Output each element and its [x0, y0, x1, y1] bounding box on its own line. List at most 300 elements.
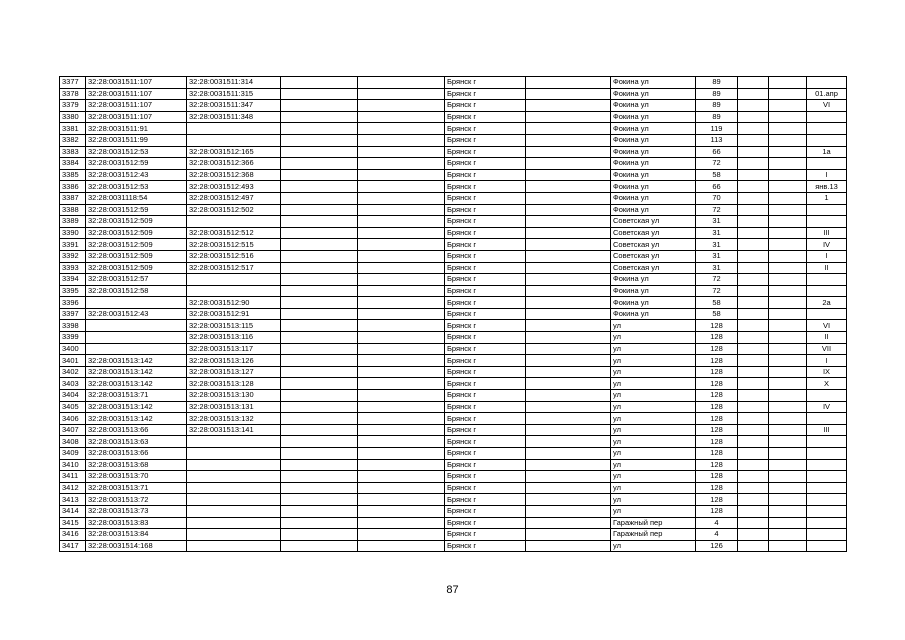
cell-cadastral-number-parcel: 32:28:0031513:71 [86, 390, 187, 402]
cell-empty-col-10 [738, 274, 769, 286]
cell-empty-col-4 [281, 100, 358, 112]
cell-empty-col-10 [738, 146, 769, 158]
cell-apartment [807, 285, 847, 297]
cell-empty-col-5 [358, 540, 445, 552]
cell-empty-col-10 [738, 250, 769, 262]
cell-city: Брянск г [445, 332, 526, 344]
cell-apartment [807, 204, 847, 216]
cell-cadastral-number-parcel: 32:28:0031513:68 [86, 459, 187, 471]
table-row [60, 355, 847, 367]
cell-house-number: 89 [696, 100, 738, 112]
cell-row-number: 3399 [60, 332, 86, 344]
cell-empty-col-4 [281, 320, 358, 332]
cell-apartment [807, 134, 847, 146]
cell-house-number: 4 [696, 529, 738, 541]
cell-empty-col-11 [769, 181, 807, 193]
cell-empty-col-10 [738, 517, 769, 529]
cell-street: Фокина ул [611, 204, 696, 216]
cell-cadastral-number-object: 32:28:0031512:90 [187, 297, 281, 309]
cell-row-number: 3377 [60, 77, 86, 89]
cell-city: Брянск г [445, 204, 526, 216]
cell-cadastral-number-object: 32:28:0031512:516 [187, 250, 281, 262]
cell-row-number: 3393 [60, 262, 86, 274]
cell-house-number: 128 [696, 401, 738, 413]
cell-apartment [807, 111, 847, 123]
cell-street: Фокина ул [611, 111, 696, 123]
table-row [60, 494, 847, 506]
cell-cadastral-number-object [187, 540, 281, 552]
cell-house-number: 4 [696, 517, 738, 529]
cell-cadastral-number-object [187, 482, 281, 494]
cell-house-number: 31 [696, 250, 738, 262]
cell-empty-col-4 [281, 204, 358, 216]
cell-empty-col-10 [738, 366, 769, 378]
cell-cadastral-number-parcel [86, 297, 187, 309]
cell-empty-col-4 [281, 517, 358, 529]
table-row [60, 216, 847, 228]
cell-city: Брянск г [445, 100, 526, 112]
cell-apartment [807, 216, 847, 228]
cell-city: Брянск г [445, 540, 526, 552]
cell-house-number: 113 [696, 134, 738, 146]
cell-empty-col-11 [769, 482, 807, 494]
cell-empty-col-11 [769, 146, 807, 158]
cell-cadastral-number-object: 32:28:0031513:128 [187, 378, 281, 390]
cell-empty-col-11 [769, 88, 807, 100]
cell-house-number: 128 [696, 436, 738, 448]
cell-cadastral-number-object: 32:28:0031512:515 [187, 239, 281, 251]
cell-cadastral-number-object [187, 459, 281, 471]
cell-cadastral-number-parcel [86, 343, 187, 355]
cell-row-number: 3413 [60, 494, 86, 506]
cell-empty-col-11 [769, 459, 807, 471]
cell-row-number: 3400 [60, 343, 86, 355]
cell-empty-col-11 [769, 529, 807, 541]
cell-empty-col-7 [526, 181, 611, 193]
cell-city: Брянск г [445, 494, 526, 506]
cell-cadastral-number-parcel: 32:28:0031118:54 [86, 192, 187, 204]
cell-house-number: 72 [696, 285, 738, 297]
cell-row-number: 3391 [60, 239, 86, 251]
table-row [60, 181, 847, 193]
cell-row-number: 3410 [60, 459, 86, 471]
cell-empty-col-11 [769, 227, 807, 239]
table-row [60, 169, 847, 181]
cell-house-number: 128 [696, 343, 738, 355]
cell-empty-col-4 [281, 413, 358, 425]
cell-empty-col-7 [526, 88, 611, 100]
cell-cadastral-number-object [187, 285, 281, 297]
cell-cadastral-number-object [187, 274, 281, 286]
cell-empty-col-4 [281, 390, 358, 402]
cell-empty-col-5 [358, 262, 445, 274]
cell-empty-col-10 [738, 424, 769, 436]
cell-empty-col-4 [281, 227, 358, 239]
cell-cadastral-number-object: 32:28:0031513:127 [187, 366, 281, 378]
cell-cadastral-number-object: 32:28:0031512:366 [187, 158, 281, 170]
cell-street: Фокина ул [611, 100, 696, 112]
cell-cadastral-number-object: 32:28:0031512:493 [187, 181, 281, 193]
cell-empty-col-11 [769, 123, 807, 135]
cell-empty-col-4 [281, 239, 358, 251]
cell-empty-col-4 [281, 88, 358, 100]
cell-empty-col-11 [769, 134, 807, 146]
cell-row-number: 3392 [60, 250, 86, 262]
cell-cadastral-number-object [187, 471, 281, 483]
cell-empty-col-4 [281, 123, 358, 135]
cell-city: Брянск г [445, 505, 526, 517]
cell-city: Брянск г [445, 378, 526, 390]
cell-empty-col-11 [769, 262, 807, 274]
cell-empty-col-4 [281, 274, 358, 286]
cell-cadastral-number-parcel: 32:28:0031513:83 [86, 517, 187, 529]
cell-cadastral-number-object: 32:28:0031512:165 [187, 146, 281, 158]
cell-empty-col-7 [526, 285, 611, 297]
cell-empty-col-10 [738, 436, 769, 448]
cell-empty-col-7 [526, 540, 611, 552]
cell-city: Брянск г [445, 192, 526, 204]
cell-row-number: 3417 [60, 540, 86, 552]
cell-empty-col-4 [281, 297, 358, 309]
cell-street: ул [611, 505, 696, 517]
cell-empty-col-5 [358, 216, 445, 228]
cell-empty-col-4 [281, 111, 358, 123]
cell-cadastral-number-parcel: 32:28:0031511:91 [86, 123, 187, 135]
cell-row-number: 3378 [60, 88, 86, 100]
cell-empty-col-10 [738, 88, 769, 100]
cell-cadastral-number-parcel: 32:28:0031512:59 [86, 204, 187, 216]
cell-empty-col-10 [738, 192, 769, 204]
cell-empty-col-10 [738, 401, 769, 413]
cell-house-number: 128 [696, 355, 738, 367]
cell-empty-col-11 [769, 401, 807, 413]
cell-city: Брянск г [445, 239, 526, 251]
cell-street: Фокина ул [611, 285, 696, 297]
cell-cadastral-number-object [187, 436, 281, 448]
cell-city: Брянск г [445, 181, 526, 193]
cell-apartment: VII [807, 343, 847, 355]
cell-empty-col-7 [526, 413, 611, 425]
cell-street: Советская ул [611, 227, 696, 239]
cell-cadastral-number-parcel: 32:28:0031512:509 [86, 216, 187, 228]
cell-empty-col-7 [526, 494, 611, 506]
cell-row-number: 3379 [60, 100, 86, 112]
cell-row-number: 3398 [60, 320, 86, 332]
table-row [60, 332, 847, 344]
cell-apartment: VI [807, 320, 847, 332]
cell-apartment: I [807, 169, 847, 181]
cell-apartment: II [807, 262, 847, 274]
registry-table [59, 76, 847, 552]
cell-cadastral-number-object [187, 517, 281, 529]
table-row [60, 424, 847, 436]
cell-city: Брянск г [445, 355, 526, 367]
cell-street: ул [611, 378, 696, 390]
cell-cadastral-number-object: 32:28:0031512:497 [187, 192, 281, 204]
table-row [60, 111, 847, 123]
cell-empty-col-5 [358, 308, 445, 320]
cell-street: ул [611, 471, 696, 483]
table-row [60, 227, 847, 239]
cell-house-number: 126 [696, 540, 738, 552]
cell-empty-col-7 [526, 227, 611, 239]
cell-empty-col-4 [281, 262, 358, 274]
cell-empty-col-4 [281, 448, 358, 460]
cell-cadastral-number-object: 32:28:0031513:117 [187, 343, 281, 355]
table-row [60, 343, 847, 355]
cell-empty-col-7 [526, 459, 611, 471]
cell-empty-col-10 [738, 459, 769, 471]
cell-empty-col-5 [358, 517, 445, 529]
cell-empty-col-4 [281, 355, 358, 367]
cell-empty-col-11 [769, 390, 807, 402]
cell-apartment: IX [807, 366, 847, 378]
cell-empty-col-7 [526, 366, 611, 378]
cell-city: Брянск г [445, 471, 526, 483]
cell-cadastral-number-parcel: 32:28:0031511:99 [86, 134, 187, 146]
cell-apartment: янв.13 [807, 181, 847, 193]
cell-empty-col-7 [526, 482, 611, 494]
cell-empty-col-7 [526, 471, 611, 483]
cell-house-number: 128 [696, 413, 738, 425]
cell-empty-col-7 [526, 529, 611, 541]
cell-empty-col-4 [281, 529, 358, 541]
cell-empty-col-11 [769, 436, 807, 448]
cell-house-number: 58 [696, 297, 738, 309]
cell-street: ул [611, 413, 696, 425]
cell-street: Фокина ул [611, 88, 696, 100]
cell-row-number: 3395 [60, 285, 86, 297]
cell-cadastral-number-parcel: 32:28:0031513:142 [86, 355, 187, 367]
cell-city: Брянск г [445, 274, 526, 286]
table-row [60, 482, 847, 494]
cell-apartment [807, 505, 847, 517]
cell-empty-col-4 [281, 158, 358, 170]
cell-empty-col-4 [281, 459, 358, 471]
cell-cadastral-number-parcel: 32:28:0031512:58 [86, 285, 187, 297]
cell-empty-col-11 [769, 471, 807, 483]
table-row [60, 134, 847, 146]
cell-empty-col-11 [769, 366, 807, 378]
cell-house-number: 128 [696, 366, 738, 378]
cell-cadastral-number-parcel: 32:28:0031511:107 [86, 100, 187, 112]
cell-apartment [807, 77, 847, 89]
cell-apartment [807, 123, 847, 135]
cell-apartment [807, 540, 847, 552]
cell-empty-col-7 [526, 401, 611, 413]
cell-empty-col-7 [526, 378, 611, 390]
cell-empty-col-5 [358, 134, 445, 146]
cell-city: Брянск г [445, 401, 526, 413]
cell-empty-col-5 [358, 158, 445, 170]
cell-empty-col-5 [358, 505, 445, 517]
table-row [60, 436, 847, 448]
cell-empty-col-7 [526, 274, 611, 286]
table-row [60, 390, 847, 402]
cell-empty-col-7 [526, 308, 611, 320]
table-row [60, 88, 847, 100]
cell-cadastral-number-parcel: 32:28:0031512:43 [86, 308, 187, 320]
cell-cadastral-number-parcel: 32:28:0031513:142 [86, 378, 187, 390]
cell-city: Брянск г [445, 366, 526, 378]
table-row [60, 100, 847, 112]
cell-empty-col-5 [358, 378, 445, 390]
cell-empty-col-5 [358, 100, 445, 112]
cell-empty-col-7 [526, 111, 611, 123]
cell-empty-col-10 [738, 204, 769, 216]
cell-empty-col-5 [358, 250, 445, 262]
cell-house-number: 58 [696, 169, 738, 181]
cell-city: Брянск г [445, 436, 526, 448]
cell-apartment: VI [807, 100, 847, 112]
table-row [60, 540, 847, 552]
cell-house-number: 128 [696, 378, 738, 390]
cell-house-number: 128 [696, 471, 738, 483]
cell-row-number: 3412 [60, 482, 86, 494]
cell-cadastral-number-parcel [86, 320, 187, 332]
cell-row-number: 3415 [60, 517, 86, 529]
cell-cadastral-number-parcel: 32:28:0031513:142 [86, 366, 187, 378]
cell-empty-col-10 [738, 158, 769, 170]
cell-empty-col-10 [738, 216, 769, 228]
table-row [60, 77, 847, 89]
cell-empty-col-10 [738, 285, 769, 297]
cell-street: ул [611, 436, 696, 448]
cell-city: Брянск г [445, 227, 526, 239]
cell-empty-col-5 [358, 471, 445, 483]
cell-empty-col-7 [526, 123, 611, 135]
cell-cadastral-number-object: 32:28:0031513:115 [187, 320, 281, 332]
cell-city: Брянск г [445, 482, 526, 494]
cell-empty-col-7 [526, 343, 611, 355]
cell-row-number: 3396 [60, 297, 86, 309]
cell-empty-col-5 [358, 239, 445, 251]
cell-cadastral-number-object: 32:28:0031512:512 [187, 227, 281, 239]
cell-city: Брянск г [445, 517, 526, 529]
cell-empty-col-11 [769, 77, 807, 89]
cell-house-number: 89 [696, 77, 738, 89]
cell-cadastral-number-object [187, 448, 281, 460]
cell-house-number: 58 [696, 308, 738, 320]
cell-empty-col-11 [769, 192, 807, 204]
cell-cadastral-number-object: 32:28:0031511:348 [187, 111, 281, 123]
cell-city: Брянск г [445, 134, 526, 146]
cell-street: Гаражный пер [611, 517, 696, 529]
cell-cadastral-number-parcel: 32:28:0031511:107 [86, 77, 187, 89]
cell-house-number: 72 [696, 274, 738, 286]
table-row [60, 459, 847, 471]
cell-cadastral-number-object: 32:28:0031513:141 [187, 424, 281, 436]
cell-empty-col-5 [358, 366, 445, 378]
cell-empty-col-4 [281, 540, 358, 552]
cell-apartment [807, 517, 847, 529]
cell-house-number: 31 [696, 216, 738, 228]
cell-street: ул [611, 320, 696, 332]
cell-empty-col-5 [358, 192, 445, 204]
cell-city: Брянск г [445, 413, 526, 425]
table-row [60, 158, 847, 170]
cell-empty-col-10 [738, 262, 769, 274]
cell-cadastral-number-object [187, 134, 281, 146]
table-row [60, 192, 847, 204]
cell-city: Брянск г [445, 77, 526, 89]
cell-house-number: 72 [696, 158, 738, 170]
cell-empty-col-11 [769, 378, 807, 390]
cell-empty-col-4 [281, 505, 358, 517]
cell-row-number: 3401 [60, 355, 86, 367]
cell-row-number: 3386 [60, 181, 86, 193]
cell-empty-col-4 [281, 192, 358, 204]
cell-apartment: I [807, 250, 847, 262]
cell-empty-col-7 [526, 158, 611, 170]
cell-row-number: 3406 [60, 413, 86, 425]
cell-empty-col-7 [526, 297, 611, 309]
cell-empty-col-4 [281, 378, 358, 390]
cell-apartment: X [807, 378, 847, 390]
cell-city: Брянск г [445, 424, 526, 436]
cell-cadastral-number-parcel: 32:28:0031512:59 [86, 158, 187, 170]
cell-empty-col-4 [281, 77, 358, 89]
cell-empty-col-5 [358, 123, 445, 135]
cell-empty-col-7 [526, 146, 611, 158]
cell-empty-col-4 [281, 181, 358, 193]
table-row [60, 297, 847, 309]
cell-empty-col-10 [738, 111, 769, 123]
cell-empty-col-11 [769, 413, 807, 425]
cell-cadastral-number-object: 32:28:0031513:116 [187, 332, 281, 344]
cell-empty-col-4 [281, 134, 358, 146]
cell-empty-col-11 [769, 355, 807, 367]
cell-empty-col-7 [526, 192, 611, 204]
cell-cadastral-number-parcel: 32:28:0031513:72 [86, 494, 187, 506]
cell-house-number: 128 [696, 505, 738, 517]
table-row [60, 250, 847, 262]
cell-empty-col-11 [769, 424, 807, 436]
cell-empty-col-4 [281, 285, 358, 297]
cell-cadastral-number-object [187, 529, 281, 541]
cell-empty-col-11 [769, 332, 807, 344]
cell-row-number: 3397 [60, 308, 86, 320]
cell-row-number: 3380 [60, 111, 86, 123]
cell-empty-col-5 [358, 401, 445, 413]
registry-body [60, 77, 847, 552]
cell-house-number: 128 [696, 332, 738, 344]
cell-apartment: I [807, 355, 847, 367]
cell-empty-col-11 [769, 297, 807, 309]
cell-cadastral-number-object: 32:28:0031513:126 [187, 355, 281, 367]
cell-empty-col-5 [358, 390, 445, 402]
cell-empty-col-4 [281, 482, 358, 494]
cell-house-number: 89 [696, 111, 738, 123]
cell-row-number: 3382 [60, 134, 86, 146]
cell-row-number: 3409 [60, 448, 86, 460]
cell-street: Фокина ул [611, 134, 696, 146]
cell-street: Фокина ул [611, 297, 696, 309]
cell-empty-col-4 [281, 169, 358, 181]
cell-street: Фокина ул [611, 158, 696, 170]
cell-street: ул [611, 332, 696, 344]
cell-city: Брянск г [445, 390, 526, 402]
cell-empty-col-5 [358, 77, 445, 89]
cell-empty-col-5 [358, 88, 445, 100]
cell-empty-col-7 [526, 355, 611, 367]
cell-empty-col-7 [526, 436, 611, 448]
cell-apartment: 01.апр [807, 88, 847, 100]
cell-cadastral-number-parcel: 32:28:0031512:57 [86, 274, 187, 286]
cell-cadastral-number-object [187, 216, 281, 228]
cell-city: Брянск г [445, 262, 526, 274]
cell-apartment [807, 448, 847, 460]
